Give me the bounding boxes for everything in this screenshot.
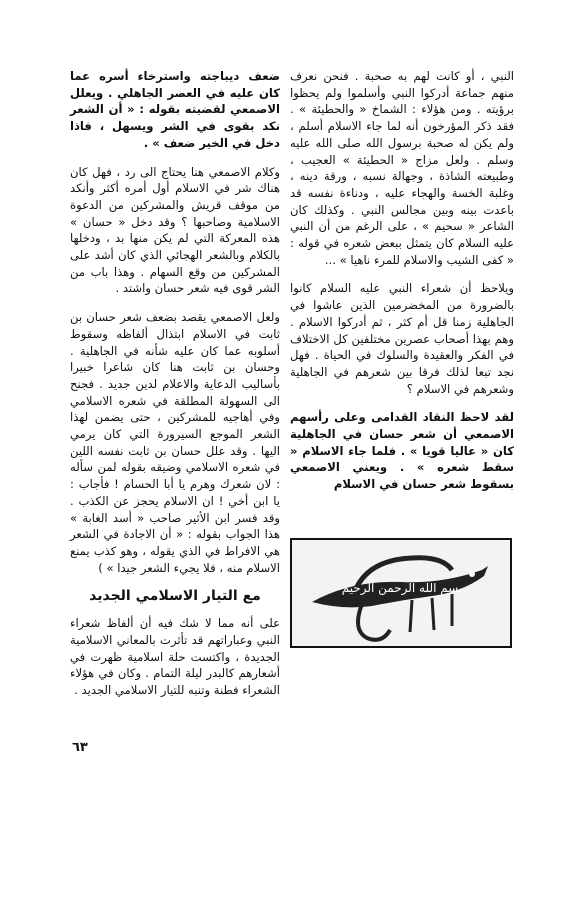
left-paragraph-4: على أنه مما لا شك فيه أن ألفاظ شعراء النبي وعباراتهم قد تأثرت بالمعاني الاسلامية الجديدة ، واكتست حلة اسلامية ظهرت في أشعارهم كالبدر ليلة التمام . وكان في هؤلاء الشعراء فطنة وتنبه للتيار الاسلامي الجديد . [70,616,280,697]
section-heading: مع التيار الاسلامي الجديد [89,588,261,605]
right-paragraph-3: لقد لاحظ النقاد القدامى وعلى رأسهم الاصمعي أن شعر حسان في الجاهلية كان « عاليا قويا » . فلما جاء الاسلام « سقط شعره » . ويعني الاصمعي بسقوط شعر حسان في الاسلام [290,410,514,492]
calligraphy-bird-image [290,538,512,648]
left-paragraph-1: ضعف ديباجته واسترخاء أسره عما كان عليه في العصر الجاهلي . ويعلل الاصمعي لقضيته بقوله : « أن الشعر نكد بقوى في الشر ويسهل ، فاذا دخل في الخير ضعف » . [70,69,280,150]
page-number: ٦٣ [72,740,88,755]
left-column [70,68,280,699]
right-paragraph-1: النبي ، أو كانت لهم به صحبة . فنحن نعرف منهم جماعة أدركوا النبي وأسلموا ولم يحظوا برؤيته . ومن هؤلاء : الشماخ « والحطيئة » . فقد ذكر المؤرخون أنه لما جاء الاسلام أسلم ، ولم يكن له صحبة برسول الله صلى الله عليه وسلم . ولعل مزاج « الحطيئة » العجيب ، وطبيعته الشاذة ، وجهالة نسبه ، ورقة دينه ، وغلبة الخسة والهجاء عليه ، ودناءة نفسه قد باعدت بينه وبين مجالس النبي . وكذلك كان الشاعر « سحيم » ، على الرغم من أن النبي عليه السلام كان يتمثل ببعض شعره في قوله : « كفى الشيب والاسلام للمرء ناهيا » ... [290,69,514,267]
left-paragraph-2: وكلام الاصمعي هنا يحتاج الى رد ، فهل كان هناك شر في الاسلام أول أمره أكثر وأنكد من موقف قريش والمشركين من الدعوة الاسلامية وصاحبها ؟ وقد دخل « حسان » هذه المعركة التي لم يكن منها بد ، ودخلها بالكلام وبالشعر الهجائي الذي كان أشد على المشركين من وقع السهام . وهذا باب من الشر قوى فيه شعر حسان واشتد . [70,164,280,296]
right-paragraph-2: ويلاحظ أن شعراء النبي عليه السلام كانوا بالضرورة من المخضرمين الذين عاشوا في الجاهلية زمنا قل أم كثر ، ثم أدركوا الاسلام . وهم بهذا أصحاب عصرين مختلفين كل الاختلاف في الفكر والعقيدة والسلوك في الحياة . فهل نجد تبعا لذلك فرقا بين شعرهم في الجاهلية وشعرهم في الاسلام ؟ [290,281,514,396]
right-column [290,68,514,493]
calligraphy-bird-icon [292,540,510,646]
calligraphy-text: بسم الله الرحمن الرحيم [341,581,463,595]
left-paragraph-3: ولعل الاصمعي يقصد بضعف شعر حسان بن ثابت في الاسلام ابتذال ألفاظه وسقوط أسلوبه عما كان عليه شأنه في الجاهلية . وحسان بن ثابت هنا كان شاعرا خبيرا بأساليب الدعاية والاعلام لدين جديد . فجنح الى السهولة المطلقة في شعره الاسلامي وفي أهاجيه للمشركين ، حتى يضمن لهذا الشعر الموجع السيرورة التي كان يرمي اليها . وقد علل حسان بن ثابت نفسه اللين في شعره الاسلامي وضيقه بقوله لمن سأله : لان شعرك وهرم يا أبا الحسام ! فأجاب : يا ابن أخي ! ان الاسلام يحجز عن الكذب . وقد فسر ابن الأثير صاحب « أسد الغابة » هذا الجواب بقوله : « أن الاجادة في الشعر هي الافراط في الذي يقوله ، وهو كذب يمنع الاسلام منه ، فلا يجيء الشعر جيدا » ) [70,310,280,575]
